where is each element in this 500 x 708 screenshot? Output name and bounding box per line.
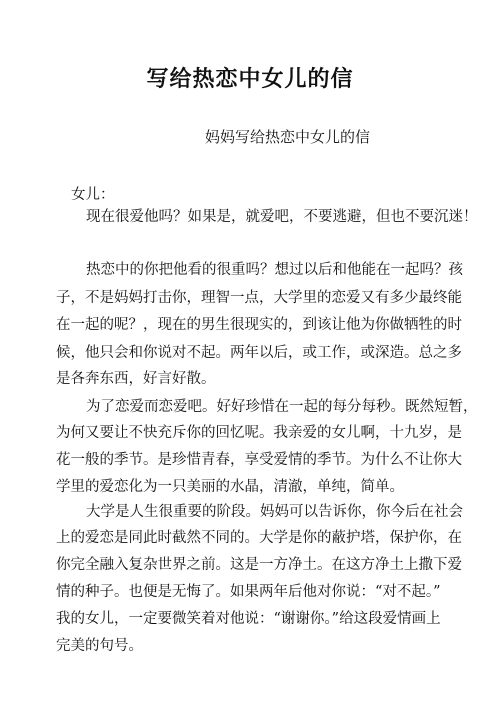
subtitle: 妈妈写给热恋中女儿的信 [205,128,371,146]
text-line: 现在很爱他吗？如果是，就爱吧，不要逃避，但也不要沉迷！ [86,209,478,225]
text-line: 完美的句号。 [56,638,143,654]
salutation: 女儿： [71,187,115,203]
text-line: 花一般的季节。是珍惜青春，享受爱情的季节。为什么不让你大 [56,452,462,468]
text-line: 大学是人生很重要的阶段。妈妈可以告诉你，你今后在社会 [86,504,463,520]
text-line: 为了恋爱而恋爱吧。好好珍惜在一起的每分每秒。既然短暂， [86,399,478,415]
text-line: 你完全融入复杂世界之前。这是一方净土。在这方净土上撒下爱 [56,557,462,573]
text-line: 在一起的呢？，现在的男生很现实的，到该让他为你做牺牲的时 [56,317,462,333]
text-line: 子，不是妈妈打击你，理智一点，大学里的恋爱又有多少最终能 [56,290,462,306]
text-line: 上的爱恋是同此时截然不同的。大学是你的蔽护塔，保护你，在 [56,530,462,546]
text-line: 为何又要让不快充斥你的回忆呢。我亲爱的女儿啊，十九岁，是 [56,425,462,441]
text-line: 是各奔东西，好言好散。 [56,371,216,387]
text-line: 候，他只会和你说对不起。两年以后，或工作，或深造。总之多 [56,345,462,361]
text-line: 热恋中的你把他看的很重吗？想过以后和他能在一起吗？孩 [86,262,463,278]
text-line: 我的女儿，一定要微笑着对他说：“谢谢你。”给这段爱情画上 [56,611,441,627]
text-line: 学里的爱恋化为一只美丽的水晶，清澈，单纯，简单。 [56,479,404,495]
page-title: 写给热恋中女儿的信 [146,66,354,92]
text-line: 情的种子。也便是无悔了。如果两年后他对你说：“对不起。” [56,584,441,600]
